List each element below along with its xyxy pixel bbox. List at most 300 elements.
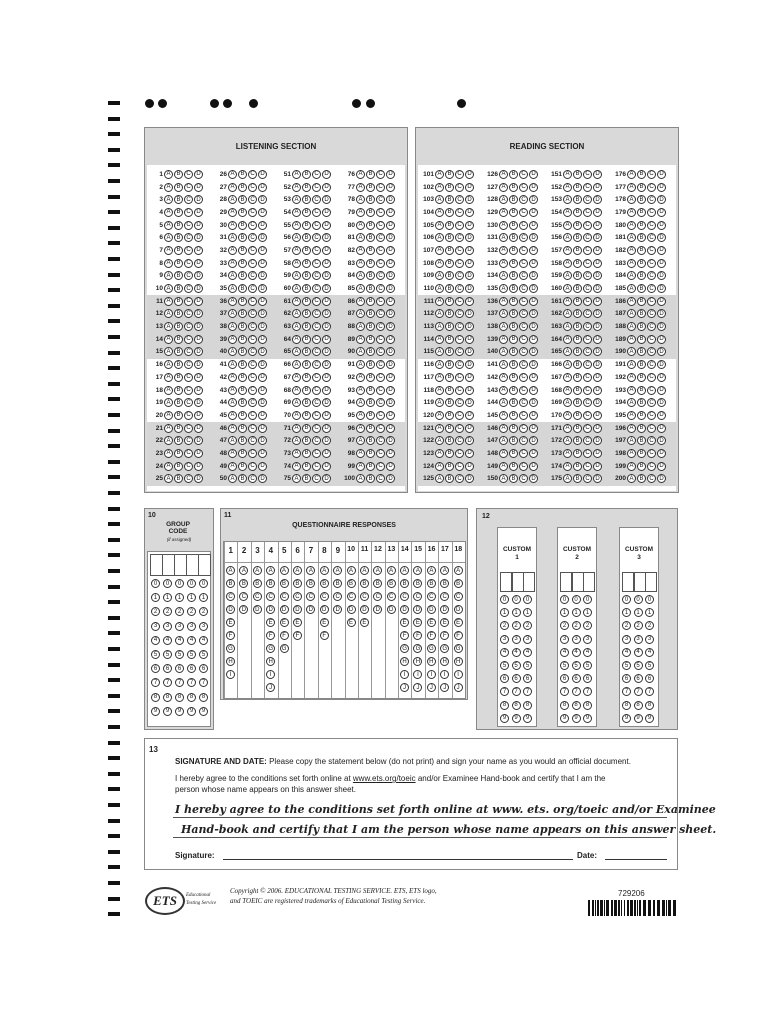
custom-bubble[interactable]: 2 — [512, 621, 521, 630]
answer-bubble-d[interactable]: D — [194, 322, 203, 331]
answer-bubble-a[interactable]: A — [499, 398, 508, 407]
answer-bubble-a[interactable]: A — [292, 398, 301, 407]
answer-bubble-c[interactable]: C — [248, 221, 257, 230]
questionnaire-bubble[interactable]: B — [333, 579, 342, 588]
answer-bubble-c[interactable]: C — [519, 170, 528, 179]
custom-bubble[interactable]: 0 — [583, 595, 592, 604]
answer-bubble-d[interactable]: D — [386, 246, 395, 255]
answer-bubble-c[interactable]: C — [376, 259, 385, 268]
answer-bubble-d[interactable]: D — [194, 271, 203, 280]
answer-bubble-b[interactable]: B — [238, 335, 247, 344]
answer-bubble-c[interactable]: C — [583, 424, 592, 433]
answer-bubble-a[interactable]: A — [228, 462, 237, 471]
custom-bubble[interactable]: 0 — [622, 595, 631, 604]
answer-bubble-b[interactable]: B — [238, 259, 247, 268]
custom-bubble[interactable]: 8 — [500, 701, 509, 710]
custom-bubble[interactable]: 0 — [523, 595, 532, 604]
answer-bubble-c[interactable]: C — [376, 170, 385, 179]
custom-bubble[interactable]: 7 — [500, 687, 509, 696]
answer-bubble-d[interactable]: D — [258, 373, 267, 382]
group-code-bubble[interactable]: 0 — [199, 579, 208, 588]
answer-bubble-a[interactable]: A — [627, 411, 636, 420]
answer-bubble-b[interactable]: B — [637, 221, 646, 230]
answer-bubble-a[interactable]: A — [228, 246, 237, 255]
answer-bubble-c[interactable]: C — [248, 322, 257, 331]
custom-bubble[interactable]: 8 — [572, 701, 581, 710]
answer-bubble-b[interactable]: B — [174, 271, 183, 280]
answer-bubble-d[interactable]: D — [258, 233, 267, 242]
answer-bubble-d[interactable]: D — [322, 297, 331, 306]
answer-bubble-d[interactable]: D — [386, 474, 395, 483]
answer-bubble-b[interactable]: B — [573, 170, 582, 179]
answer-bubble-a[interactable]: A — [563, 195, 572, 204]
answer-bubble-a[interactable]: A — [164, 424, 173, 433]
questionnaire-bubble[interactable]: A — [454, 566, 463, 575]
answer-bubble-b[interactable]: B — [445, 398, 454, 407]
answer-bubble-b[interactable]: B — [238, 360, 247, 369]
answer-bubble-b[interactable]: B — [366, 284, 375, 293]
answer-bubble-c[interactable]: C — [376, 373, 385, 382]
answer-bubble-a[interactable]: A — [563, 436, 572, 445]
answer-bubble-c[interactable]: C — [455, 424, 464, 433]
answer-bubble-c[interactable]: C — [184, 322, 193, 331]
answer-bubble-a[interactable]: A — [563, 398, 572, 407]
questionnaire-bubble[interactable]: E — [400, 618, 409, 627]
answer-bubble-c[interactable]: C — [583, 398, 592, 407]
answer-bubble-c[interactable]: C — [312, 170, 321, 179]
questionnaire-bubble[interactable]: F — [266, 631, 275, 640]
custom-bubble[interactable]: 9 — [634, 714, 643, 723]
answer-bubble-c[interactable]: C — [312, 183, 321, 192]
answer-bubble-a[interactable]: A — [435, 284, 444, 293]
answer-bubble-b[interactable]: B — [238, 386, 247, 395]
questionnaire-bubble[interactable]: C — [280, 592, 289, 601]
answer-bubble-b[interactable]: B — [573, 449, 582, 458]
answer-bubble-b[interactable]: B — [238, 297, 247, 306]
answer-bubble-a[interactable]: A — [563, 183, 572, 192]
answer-bubble-c[interactable]: C — [455, 474, 464, 483]
answer-bubble-b[interactable]: B — [174, 424, 183, 433]
answer-bubble-c[interactable]: C — [583, 221, 592, 230]
custom-bubble[interactable]: 5 — [512, 661, 521, 670]
answer-bubble-a[interactable]: A — [627, 195, 636, 204]
custom-writein[interactable] — [523, 572, 535, 592]
answer-bubble-c[interactable]: C — [647, 297, 656, 306]
answer-bubble-d[interactable]: D — [194, 259, 203, 268]
answer-bubble-a[interactable]: A — [228, 221, 237, 230]
answer-bubble-c[interactable]: C — [248, 246, 257, 255]
answer-bubble-d[interactable]: D — [258, 297, 267, 306]
questionnaire-bubble[interactable]: F — [320, 631, 329, 640]
answer-bubble-d[interactable]: D — [258, 335, 267, 344]
answer-bubble-c[interactable]: C — [312, 436, 321, 445]
questionnaire-bubble[interactable]: J — [413, 683, 422, 692]
custom-bubble[interactable]: 7 — [645, 687, 654, 696]
answer-bubble-b[interactable]: B — [366, 221, 375, 230]
answer-bubble-a[interactable]: A — [499, 297, 508, 306]
group-code-bubble[interactable]: 0 — [163, 579, 172, 588]
answer-bubble-b[interactable]: B — [573, 259, 582, 268]
custom-writein[interactable] — [512, 572, 524, 592]
answer-bubble-c[interactable]: C — [519, 436, 528, 445]
questionnaire-bubble[interactable]: I — [226, 670, 235, 679]
custom-writein[interactable] — [583, 572, 595, 592]
answer-bubble-a[interactable]: A — [563, 347, 572, 356]
custom-bubble[interactable]: 2 — [500, 621, 509, 630]
answer-bubble-a[interactable]: A — [563, 271, 572, 280]
answer-bubble-a[interactable]: A — [356, 195, 365, 204]
answer-bubble-c[interactable]: C — [376, 436, 385, 445]
answer-bubble-c[interactable]: C — [455, 259, 464, 268]
answer-bubble-a[interactable]: A — [292, 462, 301, 471]
answer-bubble-a[interactable]: A — [627, 373, 636, 382]
answer-bubble-c[interactable]: C — [376, 183, 385, 192]
custom-bubble[interactable]: 5 — [634, 661, 643, 670]
questionnaire-bubble[interactable]: F — [226, 631, 235, 640]
answer-bubble-b[interactable]: B — [366, 259, 375, 268]
answer-bubble-d[interactable]: D — [529, 271, 538, 280]
answer-bubble-c[interactable]: C — [376, 284, 385, 293]
group-code-bubble[interactable]: 4 — [187, 636, 196, 645]
answer-bubble-c[interactable]: C — [312, 335, 321, 344]
answer-bubble-c[interactable]: C — [647, 246, 656, 255]
answer-bubble-d[interactable]: D — [465, 373, 474, 382]
answer-bubble-b[interactable]: B — [366, 360, 375, 369]
questionnaire-bubble[interactable]: D — [387, 605, 396, 614]
answer-bubble-d[interactable]: D — [465, 360, 474, 369]
answer-bubble-b[interactable]: B — [509, 221, 518, 230]
answer-bubble-b[interactable]: B — [445, 411, 454, 420]
questionnaire-bubble[interactable]: A — [440, 566, 449, 575]
answer-bubble-d[interactable]: D — [194, 233, 203, 242]
answer-bubble-a[interactable]: A — [292, 271, 301, 280]
answer-bubble-c[interactable]: C — [184, 347, 193, 356]
answer-bubble-b[interactable]: B — [174, 474, 183, 483]
answer-bubble-c[interactable]: C — [455, 183, 464, 192]
answer-bubble-b[interactable]: B — [302, 424, 311, 433]
answer-bubble-a[interactable]: A — [563, 233, 572, 242]
answer-bubble-a[interactable]: A — [499, 221, 508, 230]
questionnaire-bubble[interactable]: E — [266, 618, 275, 627]
answer-bubble-d[interactable]: D — [465, 195, 474, 204]
answer-bubble-b[interactable]: B — [174, 221, 183, 230]
answer-bubble-c[interactable]: C — [519, 424, 528, 433]
answer-bubble-d[interactable]: D — [593, 335, 602, 344]
questionnaire-bubble[interactable]: I — [427, 670, 436, 679]
answer-bubble-c[interactable]: C — [455, 233, 464, 242]
answer-bubble-d[interactable]: D — [386, 462, 395, 471]
answer-bubble-b[interactable]: B — [509, 335, 518, 344]
answer-bubble-c[interactable]: C — [184, 221, 193, 230]
answer-bubble-a[interactable]: A — [292, 297, 301, 306]
answer-bubble-c[interactable]: C — [583, 195, 592, 204]
answer-bubble-c[interactable]: C — [583, 271, 592, 280]
answer-bubble-a[interactable]: A — [292, 335, 301, 344]
questionnaire-bubble[interactable]: F — [440, 631, 449, 640]
questionnaire-bubble[interactable]: C — [266, 592, 275, 601]
custom-bubble[interactable]: 1 — [523, 608, 532, 617]
answer-bubble-d[interactable]: D — [529, 221, 538, 230]
group-code-bubble[interactable]: 7 — [187, 678, 196, 687]
custom-writein[interactable] — [622, 572, 634, 592]
answer-bubble-d[interactable]: D — [593, 436, 602, 445]
answer-bubble-b[interactable]: B — [238, 398, 247, 407]
answer-bubble-d[interactable]: D — [465, 322, 474, 331]
answer-bubble-b[interactable]: B — [445, 436, 454, 445]
answer-bubble-c[interactable]: C — [184, 335, 193, 344]
answer-bubble-d[interactable]: D — [322, 360, 331, 369]
answer-bubble-a[interactable]: A — [627, 322, 636, 331]
custom-bubble[interactable]: 2 — [560, 621, 569, 630]
answer-bubble-a[interactable]: A — [435, 386, 444, 395]
answer-bubble-a[interactable]: A — [292, 233, 301, 242]
group-code-bubble[interactable]: 4 — [175, 636, 184, 645]
answer-bubble-c[interactable]: C — [647, 386, 656, 395]
answer-bubble-c[interactable]: C — [248, 462, 257, 471]
answer-bubble-b[interactable]: B — [366, 233, 375, 242]
answer-bubble-d[interactable]: D — [465, 347, 474, 356]
answer-bubble-b[interactable]: B — [366, 411, 375, 420]
custom-bubble[interactable]: 6 — [523, 674, 532, 683]
answer-bubble-a[interactable]: A — [228, 233, 237, 242]
answer-bubble-c[interactable]: C — [376, 271, 385, 280]
answer-bubble-d[interactable]: D — [386, 297, 395, 306]
answer-bubble-b[interactable]: B — [509, 449, 518, 458]
questionnaire-bubble[interactable]: B — [347, 579, 356, 588]
questionnaire-bubble[interactable]: B — [253, 579, 262, 588]
answer-bubble-a[interactable]: A — [499, 208, 508, 217]
questionnaire-bubble[interactable]: C — [400, 592, 409, 601]
questionnaire-bubble[interactable]: C — [306, 592, 315, 601]
questionnaire-bubble[interactable]: A — [226, 566, 235, 575]
answer-bubble-d[interactable]: D — [194, 208, 203, 217]
answer-bubble-a[interactable]: A — [356, 183, 365, 192]
answer-bubble-b[interactable]: B — [573, 221, 582, 230]
answer-bubble-b[interactable]: B — [366, 170, 375, 179]
answer-bubble-b[interactable]: B — [445, 259, 454, 268]
questionnaire-bubble[interactable]: A — [373, 566, 382, 575]
answer-bubble-d[interactable]: D — [258, 246, 267, 255]
answer-bubble-a[interactable]: A — [164, 360, 173, 369]
questionnaire-bubble[interactable]: E — [293, 618, 302, 627]
answer-bubble-c[interactable]: C — [184, 449, 193, 458]
questionnaire-bubble[interactable]: F — [454, 631, 463, 640]
group-code-bubble[interactable]: 8 — [151, 693, 160, 702]
answer-bubble-a[interactable]: A — [627, 474, 636, 483]
answer-bubble-c[interactable]: C — [312, 195, 321, 204]
answer-bubble-c[interactable]: C — [312, 449, 321, 458]
answer-bubble-a[interactable]: A — [356, 411, 365, 420]
questionnaire-bubble[interactable]: F — [427, 631, 436, 640]
answer-bubble-b[interactable]: B — [174, 436, 183, 445]
custom-bubble[interactable]: 0 — [500, 595, 509, 604]
questionnaire-bubble[interactable]: B — [440, 579, 449, 588]
answer-bubble-c[interactable]: C — [376, 347, 385, 356]
custom-bubble[interactable]: 8 — [512, 701, 521, 710]
questionnaire-bubble[interactable]: B — [400, 579, 409, 588]
answer-bubble-d[interactable]: D — [465, 335, 474, 344]
answer-bubble-d[interactable]: D — [465, 436, 474, 445]
answer-bubble-a[interactable]: A — [356, 297, 365, 306]
answer-bubble-c[interactable]: C — [519, 183, 528, 192]
answer-bubble-d[interactable]: D — [529, 373, 538, 382]
custom-bubble[interactable]: 7 — [560, 687, 569, 696]
answer-bubble-b[interactable]: B — [366, 246, 375, 255]
answer-bubble-d[interactable]: D — [386, 436, 395, 445]
answer-bubble-b[interactable]: B — [238, 233, 247, 242]
questionnaire-bubble[interactable]: A — [320, 566, 329, 575]
questionnaire-bubble[interactable]: C — [454, 592, 463, 601]
answer-bubble-a[interactable]: A — [228, 271, 237, 280]
custom-bubble[interactable]: 5 — [622, 661, 631, 670]
answer-bubble-c[interactable]: C — [519, 386, 528, 395]
answer-bubble-a[interactable]: A — [228, 474, 237, 483]
answer-bubble-a[interactable]: A — [563, 322, 572, 331]
answer-bubble-a[interactable]: A — [164, 208, 173, 217]
answer-bubble-b[interactable]: B — [238, 221, 247, 230]
answer-bubble-b[interactable]: B — [509, 259, 518, 268]
questionnaire-bubble[interactable]: B — [306, 579, 315, 588]
answer-bubble-b[interactable]: B — [445, 233, 454, 242]
answer-bubble-d[interactable]: D — [386, 259, 395, 268]
answer-bubble-a[interactable]: A — [164, 373, 173, 382]
answer-bubble-a[interactable]: A — [292, 284, 301, 293]
questionnaire-bubble[interactable]: A — [387, 566, 396, 575]
answer-bubble-c[interactable]: C — [647, 195, 656, 204]
questionnaire-bubble[interactable]: H — [400, 657, 409, 666]
answer-bubble-c[interactable]: C — [376, 246, 385, 255]
answer-bubble-a[interactable]: A — [563, 309, 572, 318]
answer-bubble-c[interactable]: C — [583, 259, 592, 268]
answer-bubble-b[interactable]: B — [238, 195, 247, 204]
answer-bubble-c[interactable]: C — [184, 183, 193, 192]
answer-bubble-a[interactable]: A — [435, 271, 444, 280]
answer-bubble-c[interactable]: C — [312, 246, 321, 255]
answer-bubble-d[interactable]: D — [258, 436, 267, 445]
answer-bubble-b[interactable]: B — [302, 474, 311, 483]
custom-bubble[interactable]: 7 — [634, 687, 643, 696]
answer-bubble-d[interactable]: D — [593, 424, 602, 433]
answer-bubble-a[interactable]: A — [435, 462, 444, 471]
answer-bubble-b[interactable]: B — [238, 462, 247, 471]
answer-bubble-a[interactable]: A — [164, 335, 173, 344]
answer-bubble-c[interactable]: C — [455, 195, 464, 204]
answer-bubble-d[interactable]: D — [258, 386, 267, 395]
group-code-bubble[interactable]: 9 — [187, 707, 196, 716]
custom-bubble[interactable]: 1 — [500, 608, 509, 617]
answer-bubble-d[interactable]: D — [657, 309, 666, 318]
custom-bubble[interactable]: 9 — [572, 714, 581, 723]
answer-bubble-a[interactable]: A — [435, 221, 444, 230]
questionnaire-bubble[interactable]: E — [454, 618, 463, 627]
questionnaire-bubble[interactable]: A — [253, 566, 262, 575]
answer-bubble-c[interactable]: C — [647, 436, 656, 445]
answer-bubble-d[interactable]: D — [529, 284, 538, 293]
answer-bubble-b[interactable]: B — [302, 398, 311, 407]
answer-bubble-b[interactable]: B — [573, 246, 582, 255]
answer-bubble-b[interactable]: B — [445, 183, 454, 192]
answer-bubble-d[interactable]: D — [465, 411, 474, 420]
answer-bubble-d[interactable]: D — [657, 347, 666, 356]
group-code-bubble[interactable]: 0 — [175, 579, 184, 588]
answer-bubble-d[interactable]: D — [322, 221, 331, 230]
answer-bubble-c[interactable]: C — [519, 373, 528, 382]
answer-bubble-a[interactable]: A — [499, 449, 508, 458]
answer-bubble-a[interactable]: A — [435, 424, 444, 433]
answer-bubble-b[interactable]: B — [174, 208, 183, 217]
answer-bubble-c[interactable]: C — [455, 221, 464, 230]
custom-bubble[interactable]: 9 — [512, 714, 521, 723]
answer-bubble-b[interactable]: B — [302, 183, 311, 192]
answer-bubble-c[interactable]: C — [184, 259, 193, 268]
questionnaire-bubble[interactable]: B — [320, 579, 329, 588]
group-code-bubble[interactable]: 1 — [163, 593, 172, 602]
questionnaire-bubble[interactable]: F — [293, 631, 302, 640]
answer-bubble-d[interactable]: D — [465, 309, 474, 318]
answer-bubble-d[interactable]: D — [258, 424, 267, 433]
answer-bubble-c[interactable]: C — [312, 271, 321, 280]
answer-bubble-d[interactable]: D — [529, 246, 538, 255]
questionnaire-bubble[interactable]: B — [454, 579, 463, 588]
answer-bubble-c[interactable]: C — [184, 386, 193, 395]
answer-bubble-a[interactable]: A — [292, 474, 301, 483]
answer-bubble-c[interactable]: C — [583, 284, 592, 293]
questionnaire-bubble[interactable]: E — [413, 618, 422, 627]
answer-bubble-a[interactable]: A — [164, 195, 173, 204]
answer-bubble-b[interactable]: B — [509, 246, 518, 255]
answer-bubble-c[interactable]: C — [248, 335, 257, 344]
questionnaire-bubble[interactable]: D — [320, 605, 329, 614]
answer-bubble-b[interactable]: B — [509, 271, 518, 280]
answer-bubble-c[interactable]: C — [312, 208, 321, 217]
answer-bubble-b[interactable]: B — [445, 424, 454, 433]
answer-bubble-c[interactable]: C — [312, 360, 321, 369]
answer-bubble-c[interactable]: C — [184, 297, 193, 306]
questionnaire-bubble[interactable]: D — [266, 605, 275, 614]
answer-bubble-a[interactable]: A — [499, 170, 508, 179]
answer-bubble-d[interactable]: D — [593, 449, 602, 458]
group-code-bubble[interactable]: 7 — [151, 678, 160, 687]
answer-bubble-b[interactable]: B — [366, 436, 375, 445]
custom-bubble[interactable]: 7 — [622, 687, 631, 696]
group-code-bubble[interactable]: 1 — [187, 593, 196, 602]
group-code-bubble[interactable]: 7 — [199, 678, 208, 687]
answer-bubble-d[interactable]: D — [194, 347, 203, 356]
answer-bubble-c[interactable]: C — [647, 183, 656, 192]
group-code-bubble[interactable]: 9 — [163, 707, 172, 716]
questionnaire-bubble[interactable]: H — [266, 657, 275, 666]
answer-bubble-c[interactable]: C — [647, 411, 656, 420]
answer-bubble-c[interactable]: C — [583, 297, 592, 306]
answer-bubble-d[interactable]: D — [386, 335, 395, 344]
answer-bubble-b[interactable]: B — [509, 411, 518, 420]
answer-bubble-a[interactable]: A — [164, 233, 173, 242]
answer-bubble-d[interactable]: D — [258, 462, 267, 471]
answer-bubble-c[interactable]: C — [583, 335, 592, 344]
answer-bubble-d[interactable]: D — [322, 309, 331, 318]
answer-bubble-d[interactable]: D — [194, 386, 203, 395]
answer-bubble-a[interactable]: A — [164, 297, 173, 306]
answer-bubble-a[interactable]: A — [356, 436, 365, 445]
answer-bubble-b[interactable]: B — [302, 221, 311, 230]
questionnaire-bubble[interactable]: D — [360, 605, 369, 614]
answer-bubble-b[interactable]: B — [573, 373, 582, 382]
answer-bubble-d[interactable]: D — [593, 246, 602, 255]
answer-bubble-a[interactable]: A — [292, 449, 301, 458]
answer-bubble-b[interactable]: B — [573, 309, 582, 318]
answer-bubble-c[interactable]: C — [376, 208, 385, 217]
answer-bubble-c[interactable]: C — [376, 335, 385, 344]
